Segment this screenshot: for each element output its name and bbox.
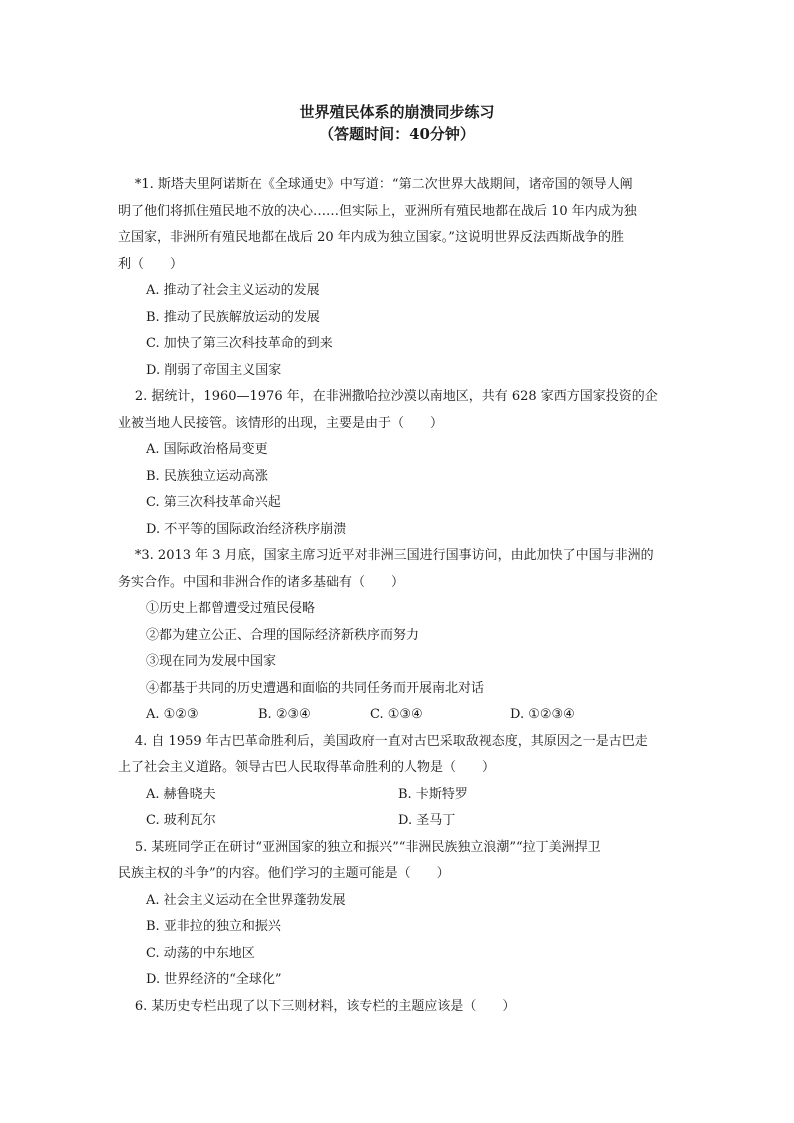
page-title: 世界殖民体系的崩溃同步练习 (299, 103, 495, 121)
question-2-option-c: C. 第三次科技革命兴起 (146, 495, 281, 510)
question-5 (118, 835, 678, 888)
question-5-line-1: 5. 某班同学正在研讨“亚洲国家的独立和振兴”“非洲民族独立浪潮”“拉丁美洲捍卫 (134, 839, 601, 855)
page-subtitle: （答题时间：40分钟） (319, 125, 475, 143)
question-4-option-b: B. 卡斯特罗 (398, 786, 468, 802)
question-1-option-c: C. 加快了第三次科技革命的到来 (146, 336, 333, 351)
question-1 (118, 172, 678, 278)
question-2-option-a: A. 国际政治格局变更 (146, 442, 268, 457)
question-4-option-d: D. 圣马丁 (398, 813, 456, 828)
question-1-line-3: 立国家，非洲所有殖民地都在战后 20 年内成为独立国家。”这说明世界反法西斯战争的胜 (118, 230, 624, 245)
question-3-line-2: 务实合作。中国和非洲合作的诸多基础有（ ） (118, 574, 405, 590)
question-2 (118, 384, 678, 437)
question-1-line-4: 利（ ） (118, 256, 184, 272)
question-list (118, 172, 678, 1020)
question-6 (118, 994, 678, 1021)
question-3-item-3: ③现在同为发展中国家 (146, 654, 277, 669)
question-3-item-4: ④都基于共同的历史遭遇和面临的共同任务而开展南北对话 (146, 680, 485, 696)
question-1-option-b: B. 推动了民族解放运动的发展 (146, 309, 320, 325)
question-5-option-b: B. 亚非拉的独立和振兴 (146, 919, 281, 934)
question-2-option-d: D. 不平等的国际政治经济秩序崩溃 (146, 521, 347, 537)
question-3-option-d: D. ①②③④ (510, 707, 575, 722)
question-4-line-2: 上了社会主义道路。领导古巴人民取得革命胜利的人物是（ ） (118, 760, 496, 775)
question-6-line-1: 6. 某历史专栏出现了以下三则材料，该专栏的主题应该是（ ） (134, 998, 516, 1014)
question-4 (118, 729, 678, 782)
question-1-option-d: D. 削弱了帝国主义国家 (146, 362, 282, 378)
question-5-option-c: C. 动荡的中东地区 (146, 945, 255, 961)
question-4-options-row-2 (118, 808, 678, 835)
question-4-line-1: 4. 自 1959 年古巴革命胜利后，美国政府一直对古巴采取敌视态度，其原因之一是古巴走 (134, 733, 648, 749)
question-3-item-2: ②都为建立公正、合理的国际经济新秩序而努力 (146, 627, 420, 643)
question-1-line-2: 明了他们将抓住殖民地不放的决心……但实际上，亚洲所有殖民地都在战后 10 年内成为独 (118, 203, 637, 219)
question-4-options-row-1 (118, 782, 678, 809)
question-2-option-b: B. 民族独立运动高涨 (146, 468, 268, 484)
question-3 (118, 543, 678, 596)
question-5-line-2: 民族主权的斗争”的内容。他们学习的主题可能是（ ） (118, 866, 450, 881)
question-2-line-2: 业被当地人民接管。该情形的出现，主要是由于（ ） (118, 415, 444, 431)
question-5-option-a: A. 社会主义运动在全世界蓬勃发展 (146, 892, 346, 908)
question-3-options (118, 702, 678, 729)
question-2-line-1: 2. 据统计，1960—1976 年，在非洲撒哈拉沙漠以南地区，共有 628 家西方国家投资的企 (134, 389, 658, 404)
question-3-option-a: A. ①②③ (146, 707, 199, 722)
question-3-line-1: *3. 2013 年 3 月底，国家主席习近平对非洲三国进行国事访问，由此加快了中国与非洲的 (134, 548, 654, 563)
question-4-option-c: C. 玻利瓦尔 (146, 813, 216, 828)
question-3-option-c: C. ①③④ (370, 707, 423, 722)
question-3-option-b: B. ②③④ (258, 707, 311, 722)
question-3-item-1: ①历史上都曾遭受过殖民侵略 (146, 601, 316, 616)
question-1-line-1: *1. 斯塔夫里阿诺斯在《全球通史》中写道：“第二次世界大战期间，诸帝国的领导人阐 (134, 177, 633, 192)
question-1-option-a: A. 推动了社会主义运动的发展 (146, 283, 320, 298)
question-4-option-a: A. 赫鲁晓夫 (146, 786, 216, 802)
question-5-option-d: D. 世界经济的“全球化” (146, 972, 282, 987)
